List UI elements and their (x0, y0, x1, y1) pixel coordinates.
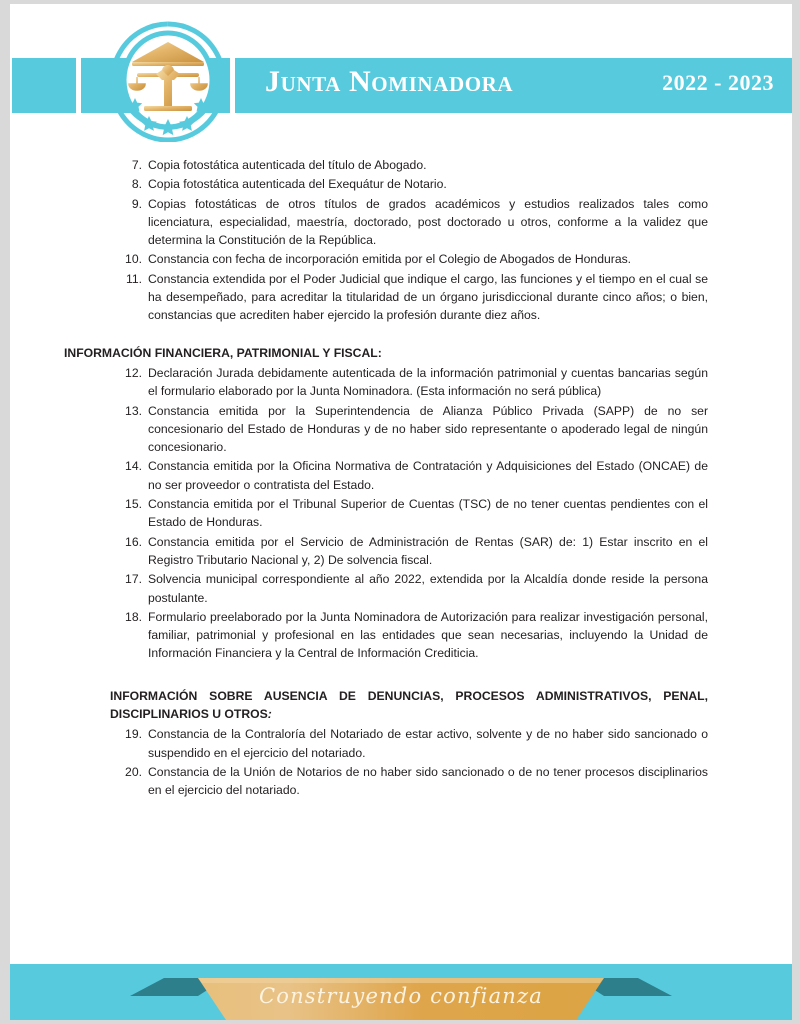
list-item-number: 7. (131, 158, 142, 172)
list-item (10, 608, 792, 663)
footer-slogan: Construyendo confianza (258, 984, 544, 1008)
list-item-number: 18. (125, 609, 142, 624)
list-item-number: 13. (125, 403, 142, 418)
list-item-text: Constancia con fecha de incorporación emitida por el Colegio de Abogados de Honduras. (148, 252, 632, 267)
list-item (10, 402, 792, 457)
list-item-number: 17. (125, 572, 142, 587)
header-band-notch-right (230, 58, 235, 113)
list-item-number: 10. (125, 252, 142, 267)
requirements-list-financial (10, 364, 792, 663)
list-item-number: 15. (125, 497, 142, 512)
list-item-text: Copias fotostáticas de otros títulos de grados académicos y estudios realizados tales como licenciatura, especialidad, maestría, doctorado, post doctorado u otros, conforme a la validez que determina la Constitución de la República. (148, 196, 708, 248)
section-heading-complaints-colon: : (267, 707, 272, 722)
list-item (10, 175, 792, 193)
list-item-text: Copia fotostática autenticada del título de Abogado. (148, 158, 427, 172)
page-footer (10, 960, 792, 1020)
list-item-number: 19. (125, 727, 142, 742)
list-item-number: 12. (125, 365, 142, 380)
list-item (10, 457, 792, 494)
list-item (10, 195, 792, 250)
list-item (10, 270, 792, 325)
document-page (10, 4, 792, 1020)
list-item-text: Constancia de la Contraloría del Notariado de estar activo, solvente y de no haber sido sancionado o suspendido en el ejercicio del notariado. (148, 727, 708, 760)
section-heading-complaints (10, 687, 792, 724)
list-item-text: Solvencia municipal correspondiente al año 2022, extendida por la Alcaldía donde reside la persona postulante. (148, 572, 708, 605)
section-heading-complaints-line1: INFORMACIÓN SOBRE AUSENCIA DE DENUNCIAS, PROCESOS ADMINISTRATIVOS, PENAL, (110, 688, 708, 703)
list-item-text: Constancia de la Unión de Notarios de no haber sido sancionado o de no tener procesos disciplinarios en el ejercicio del notariado. (148, 764, 708, 798)
list-item-number: 16. (125, 534, 142, 549)
list-item-number: 11. (125, 271, 142, 286)
list-item-text: Constancia extendida por el Poder Judicial que indique el cargo, las funciones y el tiempo en el cual se ha desempeñado, para acreditar la titularidad de un órgano jurisdiccional durante cinco años; o bien, constancias que acrediten haber ejercido la profesión durante diez años. (148, 271, 708, 323)
list-item-number: 9. (131, 196, 142, 211)
list-item (10, 533, 792, 570)
list-item-text: Declaración Jurada debidamente autenticada de la información patrimonial y cuentas bancarias según el formulario elaborado por la Junta Nominadora. (Esta información no será pública) (148, 365, 708, 399)
list-item (10, 364, 792, 401)
list-item (10, 725, 792, 762)
requirements-list-complaints (10, 725, 792, 799)
list-item-text: Constancia emitida por la Oficina Normativa de Contratación y Adquisiciones del Estado (ONCAE) de no ser proveedor o contratista del Estado. (148, 459, 708, 492)
list-item-text: Constancia emitida por el Tribunal Superior de Cuentas (TSC) de no tener cuentas pendientes con el Estado de Honduras. (148, 497, 708, 530)
list-item (10, 570, 792, 607)
page-title: Junta Nominadora (265, 65, 514, 98)
page-header (10, 4, 792, 154)
section-heading-complaints-line2-text: DISCIPLINARIOS U OTROS (110, 707, 268, 722)
list-item-number: 20. (125, 764, 142, 779)
section-heading-complaints-line2 (110, 705, 708, 723)
section-heading-financial: INFORMACIÓN FINANCIERA, PATRIMONIAL Y FISCAL: (64, 345, 382, 360)
header-period-label: 2022 - 2023 (662, 70, 774, 95)
scales-of-justice-emblem-icon (106, 18, 230, 142)
list-item-text: Copia fotostática autenticada del Exequátur de Notario. (148, 177, 447, 192)
list-item-text: Constancia emitida por el Servicio de Administración de Rentas (SAR) de: 1) Estar inscrito en el Registro Tributario Nacional y, 2) De solvencia fiscal. (148, 534, 708, 567)
header-band-notch-left (76, 58, 81, 113)
list-item-text: Formulario preelaborado por la Junta Nominadora de Autorización para realizar investigación personal, familiar, patrimonial y profesional en las entidades que sean necesarias, incluyendo la Unidad de Información Financiera y la Central de Información Crediticia. (148, 609, 708, 661)
list-item (10, 495, 792, 532)
list-item (10, 250, 792, 268)
list-item (10, 156, 792, 174)
list-item (10, 763, 792, 800)
document-body (10, 156, 792, 801)
list-item-number: 14. (125, 459, 142, 474)
list-item-text: Constancia emitida por la Superintendencia de Alianza Público Privada (SAPP) de no ser concesionario del Estado de Honduras y de no haber sido representante o apoderado legal de ningún concesionario. (148, 403, 708, 455)
requirements-list-professional (10, 156, 792, 325)
list-item-number: 8. (131, 177, 142, 192)
